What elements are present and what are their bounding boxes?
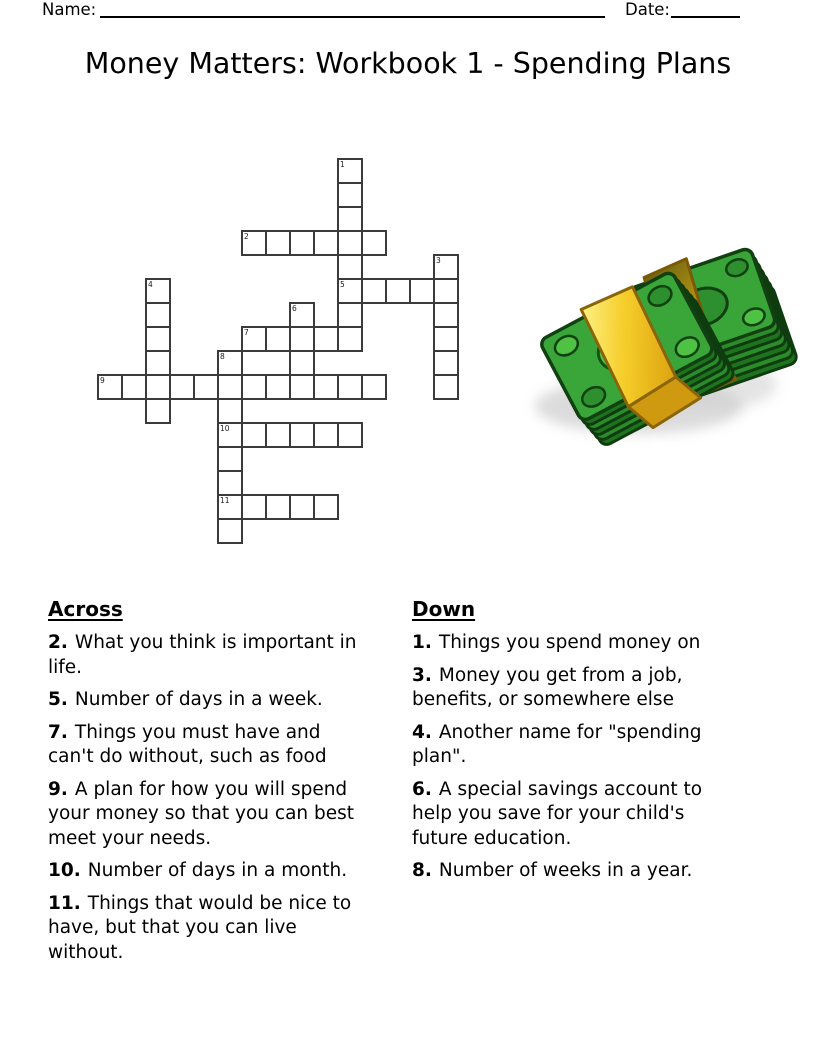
across-heading: Across (48, 597, 123, 621)
grid-clue-number: 9 (100, 376, 105, 385)
crossword-cell[interactable] (433, 350, 459, 376)
crossword-cell[interactable] (265, 494, 291, 520)
name-label: Name: (42, 0, 97, 19)
crossword-cell[interactable] (289, 230, 315, 256)
crossword-cell[interactable] (241, 494, 267, 520)
crossword-cell[interactable] (145, 398, 171, 424)
down-clue-1 (412, 631, 740, 656)
grid-clue-number: 10 (220, 424, 230, 433)
crossword-cell[interactable] (433, 278, 459, 304)
clue-text: Number of days in a week. (74, 689, 323, 710)
down-clue-6 (412, 778, 740, 852)
grid-clue-number: 1 (340, 160, 345, 169)
crossword-cell[interactable] (409, 278, 435, 304)
crossword-cell[interactable] (289, 374, 315, 400)
clue-number: 2. (48, 632, 68, 653)
crossword-cell[interactable] (217, 374, 243, 400)
crossword-cell[interactable] (337, 254, 363, 280)
down-clue-3 (412, 664, 740, 713)
clue-number: 3. (412, 664, 432, 686)
clue-number: 6. (412, 778, 432, 800)
crossword-cell[interactable] (337, 374, 363, 400)
page-title: Money Matters: Workbook 1 - Spending Plans (84, 47, 732, 80)
down-clues-column (412, 597, 740, 892)
clue-text: Things you must have and can't do without, such as food (48, 721, 327, 767)
across-clue-2 (48, 631, 360, 680)
crossword-cell[interactable] (169, 374, 195, 400)
down-clue-4 (412, 721, 740, 770)
crossword-cell[interactable] (241, 374, 267, 400)
money-stacks-illustration (527, 243, 777, 448)
clue-number: 4. (412, 721, 432, 743)
down-clue-8 (412, 859, 740, 884)
crossword-cell[interactable] (337, 422, 363, 448)
clue-number: 7. (48, 721, 68, 743)
crossword-cell[interactable] (145, 302, 171, 328)
clue-text: Things that would be nice to have, but that you can live without. (48, 892, 352, 963)
crossword-cell[interactable] (313, 422, 339, 448)
crossword-cell[interactable] (193, 374, 219, 400)
clue-number: 8. (412, 860, 432, 881)
crossword-cell[interactable] (337, 326, 363, 352)
crossword-cell[interactable] (145, 374, 171, 400)
crossword-cell[interactable] (361, 374, 387, 400)
crossword-cell[interactable] (289, 494, 315, 520)
clue-text: What you think is important in life. (48, 632, 357, 678)
clue-text: A special savings account to help you save for your child's future education. (412, 778, 703, 849)
clue-text: A plan for how you will spend your money so that you can best meet your needs. (48, 778, 355, 849)
clue-number: 1. (412, 632, 432, 653)
crossword-cell[interactable] (217, 446, 243, 472)
clue-text: Another name for "spending plan". (412, 721, 702, 767)
crossword-cell[interactable] (385, 278, 411, 304)
crossword-cell[interactable] (313, 494, 339, 520)
clue-text: Money you get from a job, benefits, or somewhere else (412, 664, 683, 710)
crossword-cell[interactable] (241, 422, 267, 448)
crossword-cell[interactable] (337, 206, 363, 232)
crossword-cell[interactable] (313, 230, 339, 256)
grid-clue-number: 3 (436, 256, 441, 265)
grid-clue-number: 11 (220, 496, 230, 505)
grid-clue-number: 4 (148, 280, 153, 289)
crossword-cell[interactable] (265, 374, 291, 400)
across-clue-11 (48, 892, 360, 966)
crossword-cell[interactable] (265, 326, 291, 352)
clue-text: Number of days in a month. (87, 860, 348, 881)
crossword-cell[interactable] (289, 326, 315, 352)
across-clue-9 (48, 778, 360, 852)
crossword-cell[interactable] (433, 326, 459, 352)
crossword-cell[interactable] (361, 278, 387, 304)
clue-number: 11. (48, 892, 81, 914)
clue-number: 10. (48, 860, 81, 881)
crossword-cell[interactable] (217, 470, 243, 496)
crossword-cell[interactable] (313, 326, 339, 352)
crossword-cell[interactable] (361, 230, 387, 256)
crossword-cell[interactable] (337, 182, 363, 208)
across-clue-10 (48, 859, 360, 884)
grid-clue-number: 8 (220, 352, 225, 361)
grid-clue-number: 5 (340, 280, 345, 289)
crossword-cell[interactable] (265, 422, 291, 448)
down-heading: Down (412, 597, 476, 621)
across-clues-column (48, 597, 360, 973)
grid-clue-number: 7 (244, 328, 249, 337)
crossword-cell[interactable] (313, 374, 339, 400)
crossword-cell[interactable] (265, 230, 291, 256)
crossword-cell[interactable] (433, 374, 459, 400)
grid-clue-number: 2 (244, 232, 249, 241)
crossword-cell[interactable] (217, 398, 243, 424)
across-clue-5 (48, 688, 360, 713)
clue-text: Number of weeks in a year. (438, 860, 693, 881)
clue-text: Things you spend money on (438, 632, 701, 653)
grid-clue-number: 6 (292, 304, 297, 313)
date-label: Date: (625, 0, 670, 19)
crossword-cell[interactable] (145, 350, 171, 376)
clue-number: 9. (48, 778, 68, 800)
crossword-cell[interactable] (289, 422, 315, 448)
across-clue-7 (48, 721, 360, 770)
crossword-cell[interactable] (433, 302, 459, 328)
crossword-cell[interactable] (217, 518, 243, 544)
crossword-cell[interactable] (289, 350, 315, 376)
crossword-cell[interactable] (337, 230, 363, 256)
crossword-cell[interactable] (145, 326, 171, 352)
crossword-cell[interactable] (337, 302, 363, 328)
crossword-cell[interactable] (121, 374, 147, 400)
clue-number: 5. (48, 689, 68, 710)
